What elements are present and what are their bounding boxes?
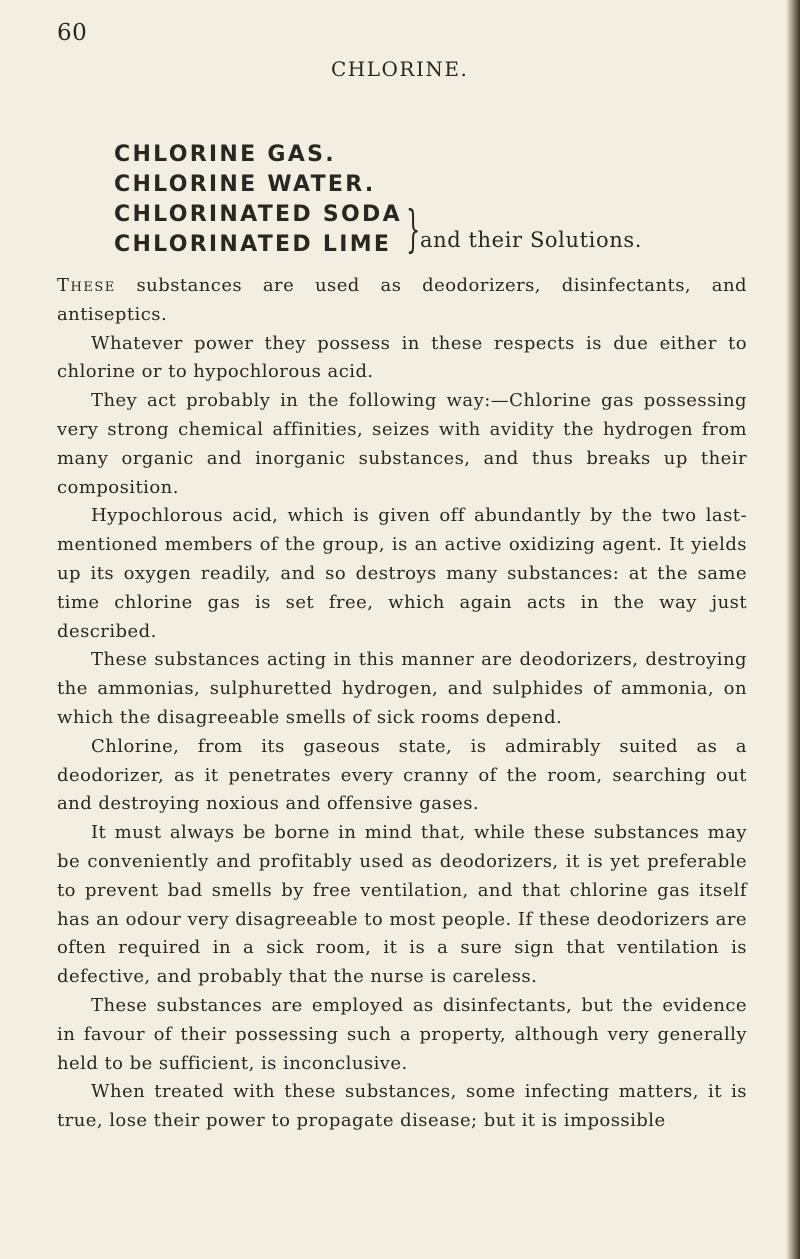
paragraph: When treated with these substances, some infecting matters, it is true, lose their power to propagate disease; but it is impossible	[57, 1081, 747, 1132]
heading-chlorine-gas: CHLORINE GAS.	[114, 142, 336, 167]
paragraph-text: substances are used as deodorizers, disinfectants, and antiseptics.	[57, 275, 747, 325]
heading-brace-text: and their Solutions.	[419, 228, 642, 252]
page-edge-shadow	[786, 0, 800, 1259]
page-number: 60	[57, 20, 88, 46]
paragraph: It must always be borne in mind that, while these substances may be conveniently and profitably used as deodorizers, it is yet preferable to prevent bad smells by free ventilation, and that chlorine gas itself has an odour very disagreeable to most people. If these deodorizers are often required in a sick room, it is a sure sign that ventilation is defective, and probably that the nurse is careless.	[57, 822, 747, 988]
section-headings	[114, 140, 642, 260]
body-text	[57, 272, 747, 1136]
paragraph-lead-word: These	[57, 275, 116, 296]
heading-chlorinated-soda: CHLORINATED SODA	[114, 202, 402, 227]
heading-chlorine-water: CHLORINE WATER.	[114, 172, 376, 197]
paragraph: Whatever power they possess in these respects is due either to chlorine or to hypochlorous acid.	[57, 332, 747, 383]
paragraph: Hypochlorous acid, which is given off abundantly by the two last-mentioned members of the group, is an active oxidizing agent. It yields up its oxygen readily, and so destroys many substances: at the same time chlorine gas is set free, which again acts in the way just described.	[57, 505, 747, 642]
paragraph: They act probably in the following way:—Chlorine gas possessing very strong chemical affinities, seizes with avidity the hydrogen from many organic and inorganic substances, and thus breaks up their composition.	[57, 390, 747, 498]
paragraph	[57, 272, 747, 330]
paragraph: These substances are employed as disinfectants, but the evidence in favour of their possessing such a property, although very generally held to be sufficient, is inconclusive.	[57, 994, 747, 1074]
heading-group-chlorinated	[114, 200, 642, 260]
paragraph: Chlorine, from its gaseous state, is admirably suited as a deodorizer, as it penetrates every cranny of the room, searching out and destroying noxious and offensive gases.	[57, 735, 747, 815]
paragraph: These substances acting in this manner are deodorizers, destroying the ammonias, sulphuretted hydrogen, and sulphides of ammonia, on which the disagreeable smells of sick rooms depend.	[57, 649, 747, 728]
running-head: CHLORINE.	[331, 57, 469, 81]
brace-icon: }	[405, 200, 422, 258]
heading-chlorinated-lime: CHLORINATED LIME	[114, 232, 392, 257]
